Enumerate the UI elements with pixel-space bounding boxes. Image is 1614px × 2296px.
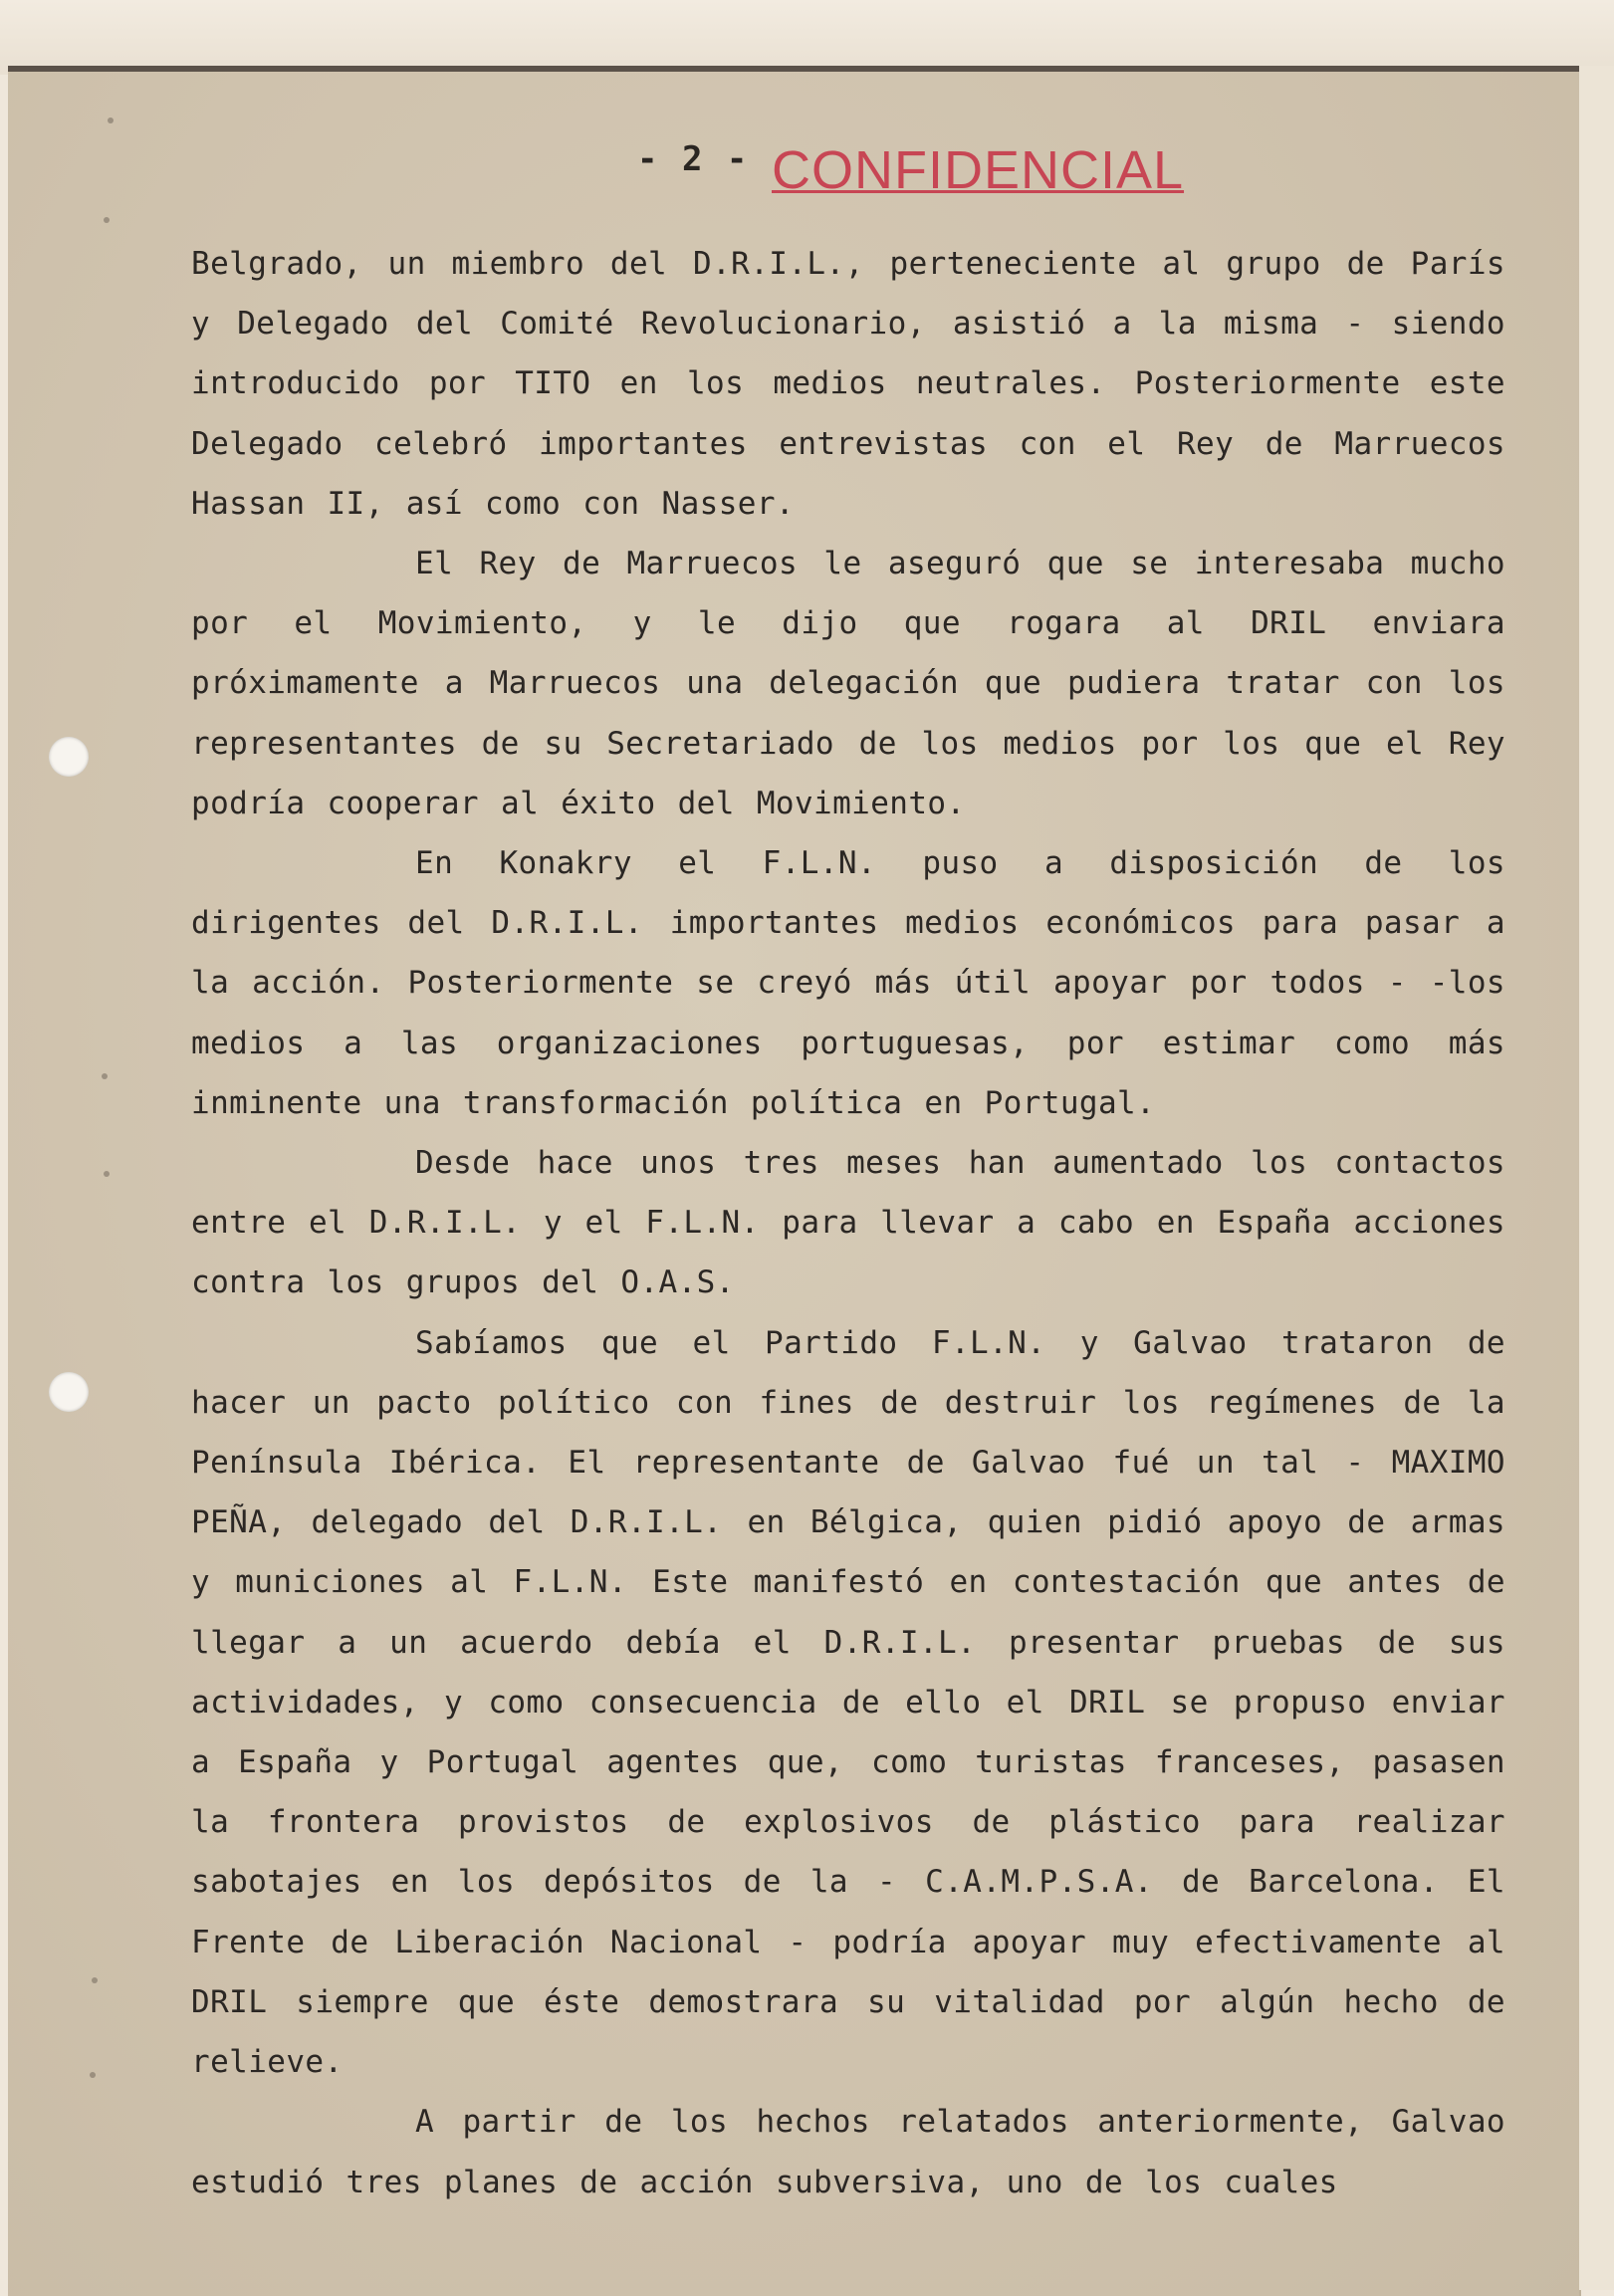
paragraph: En Konakry el F.L.N. puso a disposición de los dirigentes del D.R.I.L. importantes medios económicos para pasar a la acción. Posteriormente se creyó más útil apoyar por todos - -los medios a las organizaciones portuguesas, por estimar como más inminente una transformación política en Portugal. bbox=[191, 845, 1505, 1121]
page-number: - 2 - bbox=[637, 139, 750, 179]
punch-hole-upper bbox=[49, 737, 89, 777]
scan-margin bbox=[1579, 66, 1614, 2290]
page-header bbox=[0, 139, 1614, 219]
paragraph: Belgrado, un miembro del D.R.I.L., perteneciente al grupo de París y Delegado del Comité Revolucionario, asistió a la misma - siendo introducido por TITO en los medios neutrales. Posteriormente este Delegado celebró importantes entrevistas con el Rey de Marruecos Hassan II, así como con Nasser. bbox=[191, 246, 1505, 522]
paper-speck bbox=[92, 1977, 98, 1983]
paragraph: El Rey de Marruecos le aseguró que se interesaba mucho por el Movimiento, y le dijo que rogara al DRIL enviara próximamente a Marruecos una delegación que pudiera tratar con los representantes de su Secretariado de los medios por los que el Rey podría cooperar al éxito del Movimiento. bbox=[191, 546, 1505, 821]
paper-speck bbox=[104, 1171, 110, 1177]
punch-hole-lower bbox=[49, 1372, 89, 1412]
confidential-stamp: CONFIDENCIAL bbox=[772, 140, 1185, 200]
paragraph: A partir de los hechos relatados anteriormente, Galvao estudió tres planes de acción subversiva, uno de los cuales bbox=[191, 2104, 1505, 2200]
paper-speck bbox=[108, 117, 114, 123]
paper-speck bbox=[90, 2072, 96, 2078]
document-body bbox=[191, 234, 1505, 2212]
paragraph: Sabíamos que el Partido F.L.N. y Galvao trataron de hacer un pacto político con fines de destruir los regímenes de la Península Ibérica. El representante de Galvao fué un tal - MAXIMO PEÑA, delegado del D.R.I.L. en Bélgica, quien pidió apoyo de armas y municiones al F.L.N. Este manifestó en contestación que antes de llegar a un acuerdo debía el D.R.I.L. presentar pruebas de sus actividades, y como consecuencia de ello el DRIL se propuso enviar a España y Portugal agentes que, como turistas franceses, pasasen la frontera provistos de explosivos de plástico para realizar sabotajes en los depósitos de la - C.A.M.P.S.A. de Barcelona. El Frente de Liberación Nacional - podría apoyar muy efectivamente al DRIL siempre que éste demostrara su vitalidad por algún hecho de relieve. bbox=[191, 1324, 1505, 2081]
paragraph: Desde hace unos tres meses han aumentado los contactos entre el D.R.I.L. y el F.L.N. para llevar a cabo en España acciones contra los grupos del O.A.S. bbox=[191, 1145, 1505, 1301]
scan-background bbox=[0, 0, 1614, 75]
paper-speck bbox=[102, 1073, 108, 1079]
